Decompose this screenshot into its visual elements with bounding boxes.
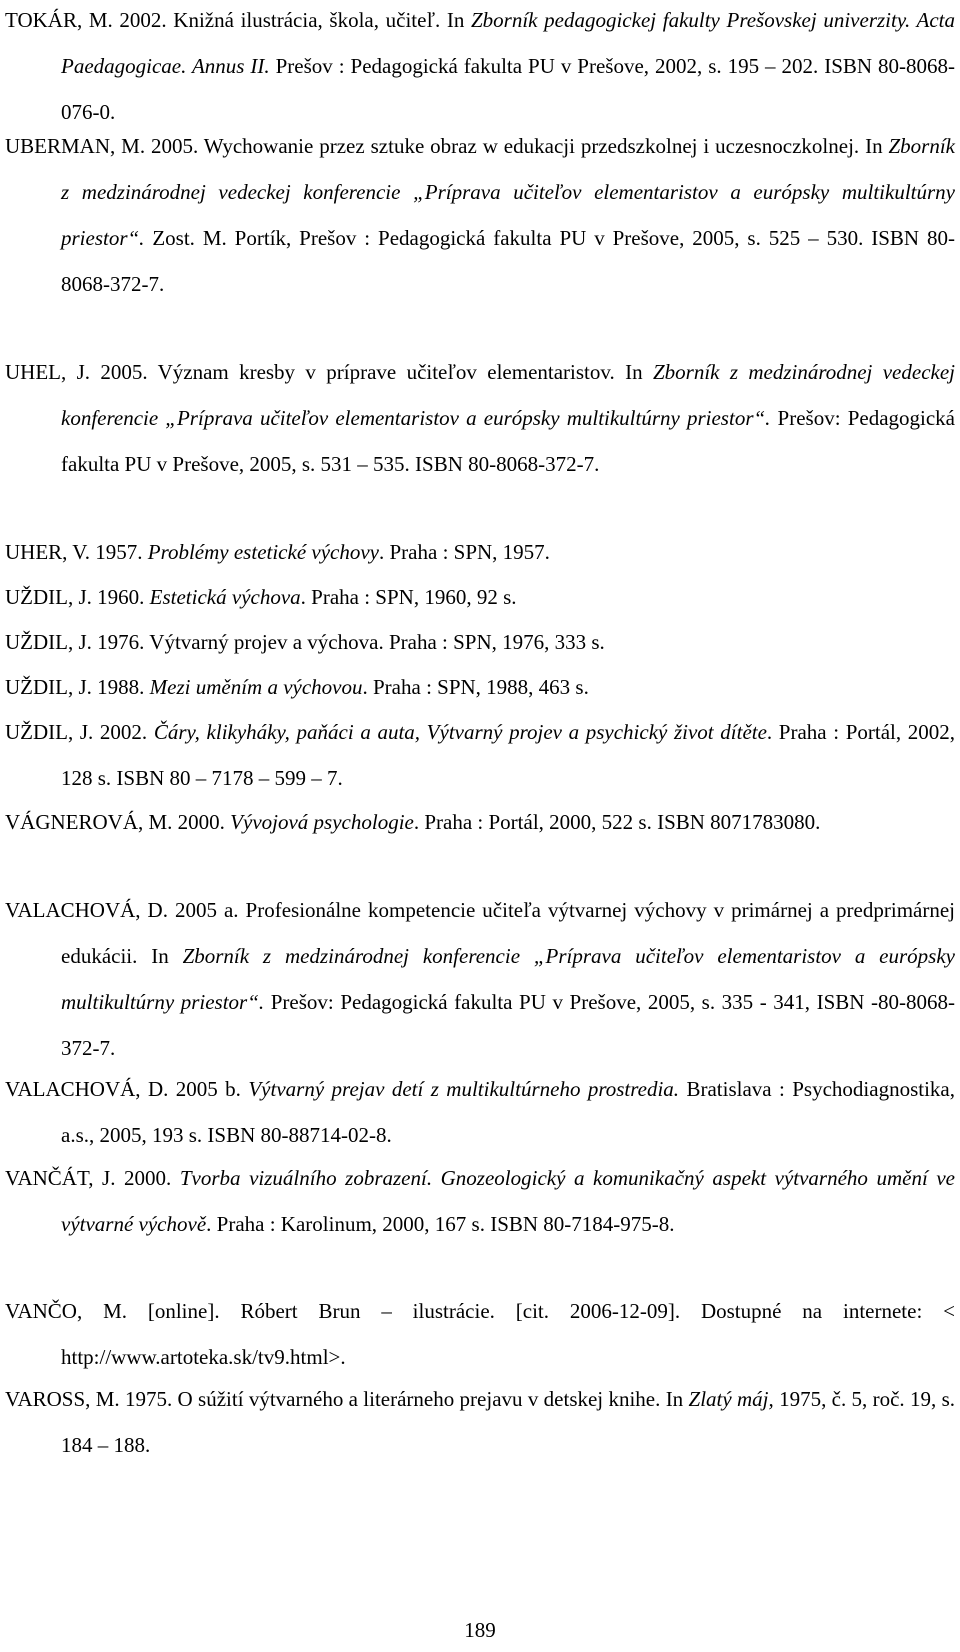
bibliography-entry-uhel [5, 350, 955, 488]
entry-title-italic: Zlatý máj, [688, 1387, 774, 1411]
entry-text: UŽDIL, J. 2002. [5, 720, 154, 744]
bibliography-entry-uzdil-2002 [5, 710, 955, 802]
entry-title-italic: Zborník z medzinárodnej vedeckej konferencie „Príprava učiteľov elementaristov a európsky multikultúrny priestor“. [61, 134, 955, 250]
bibliography-entry-vaross [5, 1377, 955, 1469]
bibliography-entry-uher [5, 530, 955, 576]
bibliography-entry-uberman [5, 124, 955, 308]
entry-title-italic: Výtvarný prejav detí z multikultúrneho prostredia. [248, 1077, 680, 1101]
entry-text: UŽDIL, J. 1976. Výtvarný projev a výchova. Praha : SPN, 1976, 333 s. [5, 630, 605, 654]
bibliography-entry-tokar [5, 0, 955, 136]
entry-text: VALACHOVÁ, D. 2005 b. [5, 1077, 249, 1101]
entry-text: . Praha : SPN, 1957. [379, 540, 550, 564]
entry-text: . Praha : Karolinum, 2000, 167 s. ISBN 80-7184-975-8. [206, 1211, 675, 1236]
entry-text: Prešov: Pedagogická fakulta PU v Prešove, 2005, s. 531 – 535. ISBN 80-8068-372-7. [61, 405, 955, 476]
entry-text: UŽDIL, J. 1960. [5, 585, 150, 609]
entry-text: Prešov: Pedagogická fakulta PU v Prešove, 2005, s. 335 - 341, ISBN -80-8068-372-7. [61, 989, 956, 1060]
entry-text: UHEL, J. 2005. Význam kresby v príprave učiteľov elementaristov. In [5, 360, 653, 384]
entry-text: . Praha : SPN, 1988, 463 s. [362, 675, 589, 699]
entry-text: UHER, V. 1957. [5, 540, 148, 564]
bibliography-entry-uzdil-1988 [5, 665, 955, 711]
bibliography-entry-vagnerova [5, 800, 955, 846]
entry-title-italic: Zborník z medzinárodnej vedeckej konferencie „Príprava učiteľov elementaristov a európsky multikultúrny priestor“. [61, 360, 955, 430]
bibliography-entry-valachova-a [5, 888, 955, 1072]
entry-text: . Praha : Portál, 2000, 522 s. ISBN 8071783080. [413, 810, 821, 834]
bibliography-entry-vancat [5, 1156, 955, 1248]
entry-text: Prešov : Pedagogická fakulta PU v Prešove, 2002, s. 195 – 202. ISBN 80-8068-076-0. [61, 53, 956, 124]
bibliography-entry-uzdil-1960 [5, 575, 955, 621]
entry-title-italic: Estetická výchova [149, 585, 301, 609]
entry-title-italic: Vývojová psychologie [230, 810, 414, 834]
entry-title-italic: Tvorba vizuálního zobrazení. Gnozeologický a komunikačný aspekt výtvarného umění ve výtvarné výchově [61, 1166, 955, 1236]
bibliography-entry-vanco [5, 1289, 955, 1381]
bibliography-entry-valachova-b [5, 1067, 955, 1159]
page-number: 189 [464, 1618, 496, 1642]
entry-title-italic: Zborník z medzinárodnej konferencie „Príprava učiteľov elementaristov a európsky multikultúrny priestor“. [61, 943, 955, 1014]
entry-text: VÁGNEROVÁ, M. 2000. [5, 810, 231, 834]
entry-text: UŽDIL, J. 1988. [5, 675, 150, 699]
entry-text: UBERMAN, M. 2005. Wychowanie przez sztuke obraz w edukacji przedszkolnej i uczesnoczkolnej. In [5, 134, 889, 158]
entry-text: Zost. M. Portík, Prešov : Pedagogická fakulta PU v Prešove, 2005, s. 525 – 530. ISBN 80-8068-372-7. [61, 225, 955, 296]
entry-text: TOKÁR, M. 2002. Knižná ilustrácia, škola, učiteľ. In [5, 8, 471, 32]
entry-text: 1975, č. 5, roč. 19, s. 184 – 188. [61, 1387, 955, 1457]
entry-title-italic: Problémy estetické výchovy [147, 540, 379, 564]
entry-text: . Praha : SPN, 1960, 92 s. [300, 585, 517, 609]
entry-text: Bratislava : Psychodiagnostika, a.s., 2005, 193 s. ISBN 80-88714-02-8. [61, 1077, 955, 1147]
entry-title-italic: Mezi uměním a výchovou [149, 675, 363, 699]
bibliography-entry-uzdil-1976 [5, 620, 955, 666]
entry-title-italic: Zborník pedagogickej fakulty Prešovskej univerzity. Acta Paedagogicae. Annus II. [61, 8, 955, 78]
entry-text: VAROSS, M. 1975. O súžití výtvarného a literárneho prejavu v detskej knihe. In [5, 1387, 689, 1411]
entry-text: VANČÁT, J. 2000. [5, 1166, 180, 1190]
entry-text: VANČO, M. [online]. Róbert Brun – ilustrácie. [cit. 2006-12-09]. Dostupné na internete: < http://www.artoteka.sk/tv9.html>. [5, 1299, 955, 1369]
entry-text: . Praha : Portál, 2002, 128 s. ISBN 80 – 7178 – 599 – 7. [61, 720, 956, 790]
entry-text: VALACHOVÁ, D. 2005 a. Profesionálne kompetencie učiteľa výtvarnej výchovy v primárnej a predprimárnej edukácii. In [5, 898, 955, 968]
entry-title-italic: Čáry, klikyháky, paňáci a auta, Výtvarný projev a psychický život dítěte [153, 720, 767, 744]
